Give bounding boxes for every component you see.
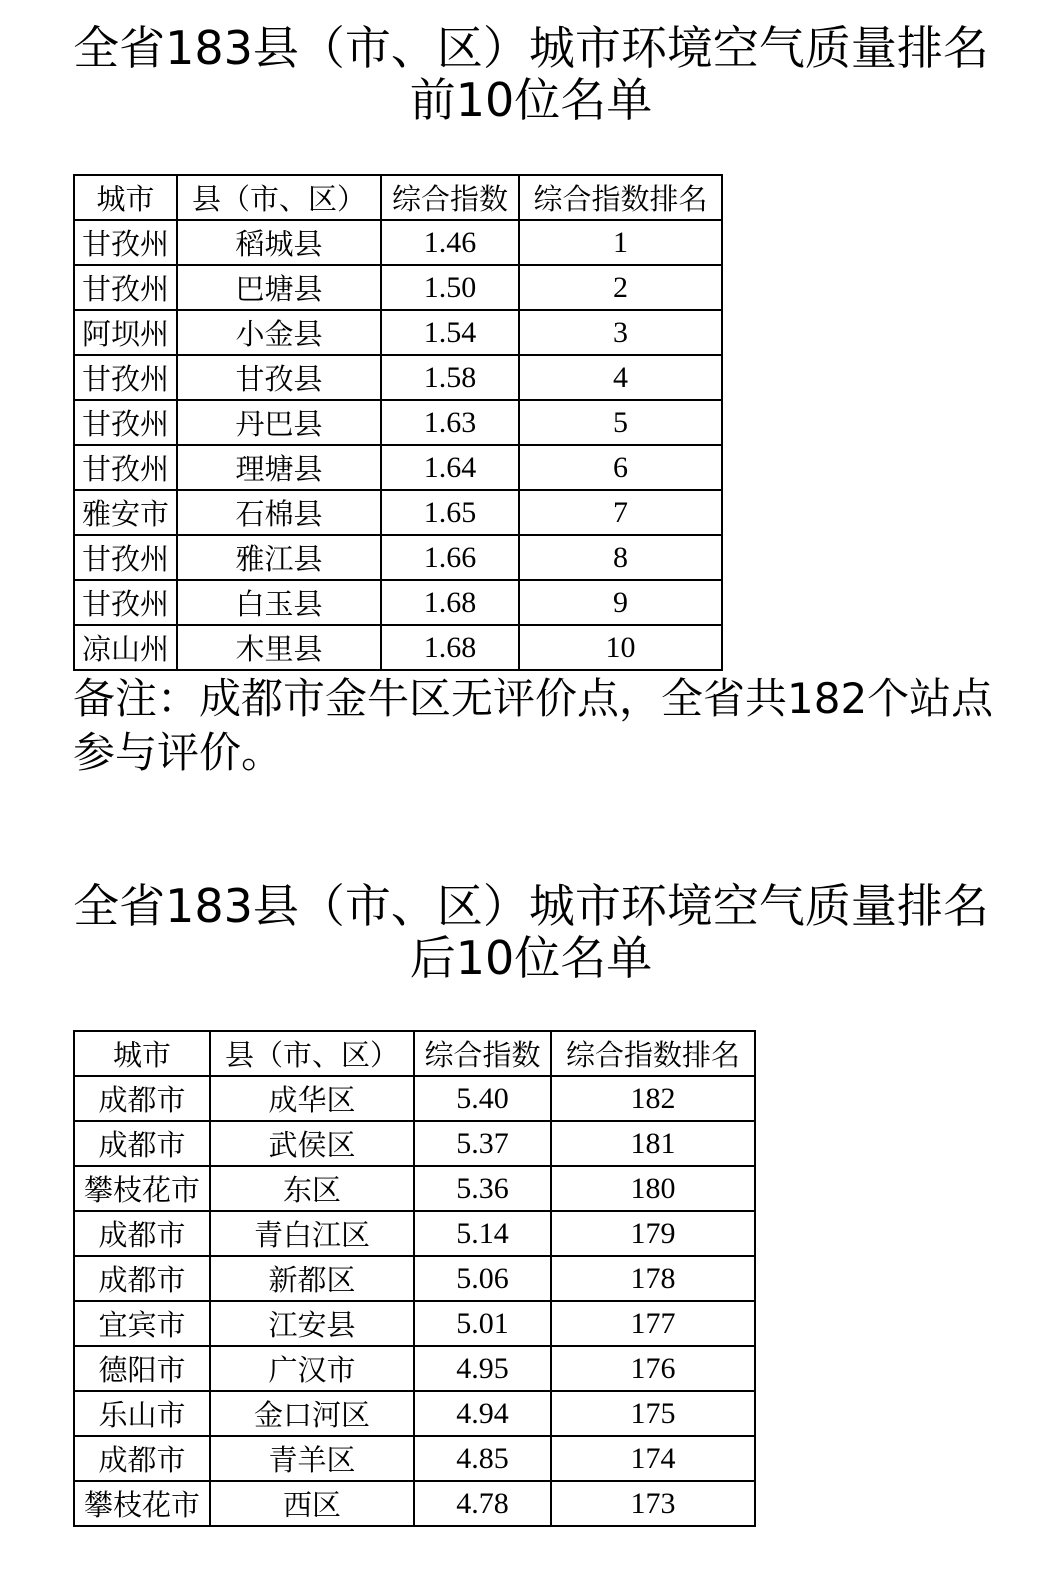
cell-city: 攀枝花市 [74,1166,210,1211]
cell-county: 稻城县 [177,220,381,265]
top10-title [0,22,1062,126]
cell-rank: 173 [551,1481,755,1526]
table-row [74,1346,755,1391]
cell-city: 德阳市 [74,1346,210,1391]
cell-index: 1.64 [381,445,519,490]
cell-county: 甘孜县 [177,355,381,400]
cell-index: 1.58 [381,355,519,400]
table-row [74,1121,755,1166]
cell-rank: 9 [519,580,722,625]
table-row [74,400,722,445]
cell-city: 成都市 [74,1256,210,1301]
cell-city: 宜宾市 [74,1301,210,1346]
table-row [74,1436,755,1481]
table-row [74,1301,755,1346]
header-rank: 综合指数排名 [519,175,722,220]
table-row [74,1211,755,1256]
cell-county: 理塘县 [177,445,381,490]
top10-title-line2: 前10位名单 [409,73,653,127]
table-row [74,445,722,490]
table-row [74,490,722,535]
cell-county: 木里县 [177,625,381,670]
cell-county: 成华区 [210,1076,414,1121]
cell-county: 西区 [210,1481,414,1526]
cell-city: 乐山市 [74,1391,210,1436]
cell-city: 成都市 [74,1121,210,1166]
cell-city: 甘孜州 [74,580,177,625]
cell-index: 5.36 [414,1166,551,1211]
table-row [74,1166,755,1211]
cell-index: 5.37 [414,1121,551,1166]
table-row [74,1481,755,1526]
note-text: 备注：成都市金牛区无评价点，全省共182个站点参与评价。 [73,674,994,777]
table-row [74,1256,755,1301]
cell-rank: 5 [519,400,722,445]
cell-county: 江安县 [210,1301,414,1346]
cell-city: 雅安市 [74,490,177,535]
table-row [74,1076,755,1121]
cell-rank: 8 [519,535,722,580]
cell-rank: 10 [519,625,722,670]
bottom10-table [73,1030,756,1527]
cell-city: 凉山州 [74,625,177,670]
bottom10-title-line1: 全省183县（市、区）城市环境空气质量排名 [73,879,989,933]
cell-rank: 181 [551,1121,755,1166]
header-county: 县（市、区） [210,1031,414,1076]
cell-county: 小金县 [177,310,381,355]
cell-county: 巴塘县 [177,265,381,310]
cell-index: 4.95 [414,1346,551,1391]
cell-city: 甘孜州 [74,400,177,445]
cell-city: 成都市 [74,1076,210,1121]
header-rank: 综合指数排名 [551,1031,755,1076]
header-index: 综合指数 [381,175,519,220]
cell-county: 新都区 [210,1256,414,1301]
cell-index: 1.50 [381,265,519,310]
cell-rank: 3 [519,310,722,355]
cell-city: 阿坝州 [74,310,177,355]
cell-city: 甘孜州 [74,355,177,400]
table-row [74,220,722,265]
cell-city: 甘孜州 [74,535,177,580]
cell-index: 4.78 [414,1481,551,1526]
cell-city: 成都市 [74,1211,210,1256]
table-row [74,625,722,670]
cell-city: 甘孜州 [74,220,177,265]
bottom10-title-line2: 后10位名单 [409,931,653,985]
table-row [74,535,722,580]
cell-city: 攀枝花市 [74,1481,210,1526]
cell-rank: 4 [519,355,722,400]
cell-county: 广汉市 [210,1346,414,1391]
cell-index: 1.68 [381,625,519,670]
cell-city: 成都市 [74,1436,210,1481]
table-row [74,355,722,400]
cell-rank: 174 [551,1436,755,1481]
table-row [74,265,722,310]
cell-county: 金口河区 [210,1391,414,1436]
cell-rank: 179 [551,1211,755,1256]
cell-index: 1.54 [381,310,519,355]
cell-index: 1.66 [381,535,519,580]
cell-county: 白玉县 [177,580,381,625]
table-row [74,1391,755,1436]
cell-rank: 177 [551,1301,755,1346]
header-county: 县（市、区） [177,175,381,220]
bottom10-title [0,880,1062,984]
cell-index: 1.63 [381,400,519,445]
cell-county: 武侯区 [210,1121,414,1166]
cell-index: 1.46 [381,220,519,265]
table-row [74,580,722,625]
cell-rank: 2 [519,265,722,310]
table-header-row [74,175,722,220]
cell-county: 雅江县 [177,535,381,580]
table-row [74,310,722,355]
cell-index: 5.40 [414,1076,551,1121]
cell-city: 甘孜州 [74,445,177,490]
cell-city: 甘孜州 [74,265,177,310]
cell-index: 1.68 [381,580,519,625]
cell-county: 石棉县 [177,490,381,535]
cell-rank: 180 [551,1166,755,1211]
cell-index: 4.85 [414,1436,551,1481]
cell-index: 5.06 [414,1256,551,1301]
cell-county: 青白江区 [210,1211,414,1256]
cell-rank: 7 [519,490,722,535]
cell-county: 丹巴县 [177,400,381,445]
cell-rank: 176 [551,1346,755,1391]
cell-index: 5.14 [414,1211,551,1256]
cell-rank: 6 [519,445,722,490]
cell-rank: 178 [551,1256,755,1301]
header-index: 综合指数 [414,1031,551,1076]
cell-index: 4.94 [414,1391,551,1436]
header-city: 城市 [74,175,177,220]
cell-index: 5.01 [414,1301,551,1346]
top10-table [73,174,723,671]
cell-rank: 1 [519,220,722,265]
top10-title-line1: 全省183县（市、区）城市环境空气质量排名 [73,21,989,75]
table-header-row [74,1031,755,1076]
cell-rank: 182 [551,1076,755,1121]
cell-county: 东区 [210,1166,414,1211]
cell-county: 青羊区 [210,1436,414,1481]
header-city: 城市 [74,1031,210,1076]
cell-rank: 175 [551,1391,755,1436]
cell-index: 1.65 [381,490,519,535]
